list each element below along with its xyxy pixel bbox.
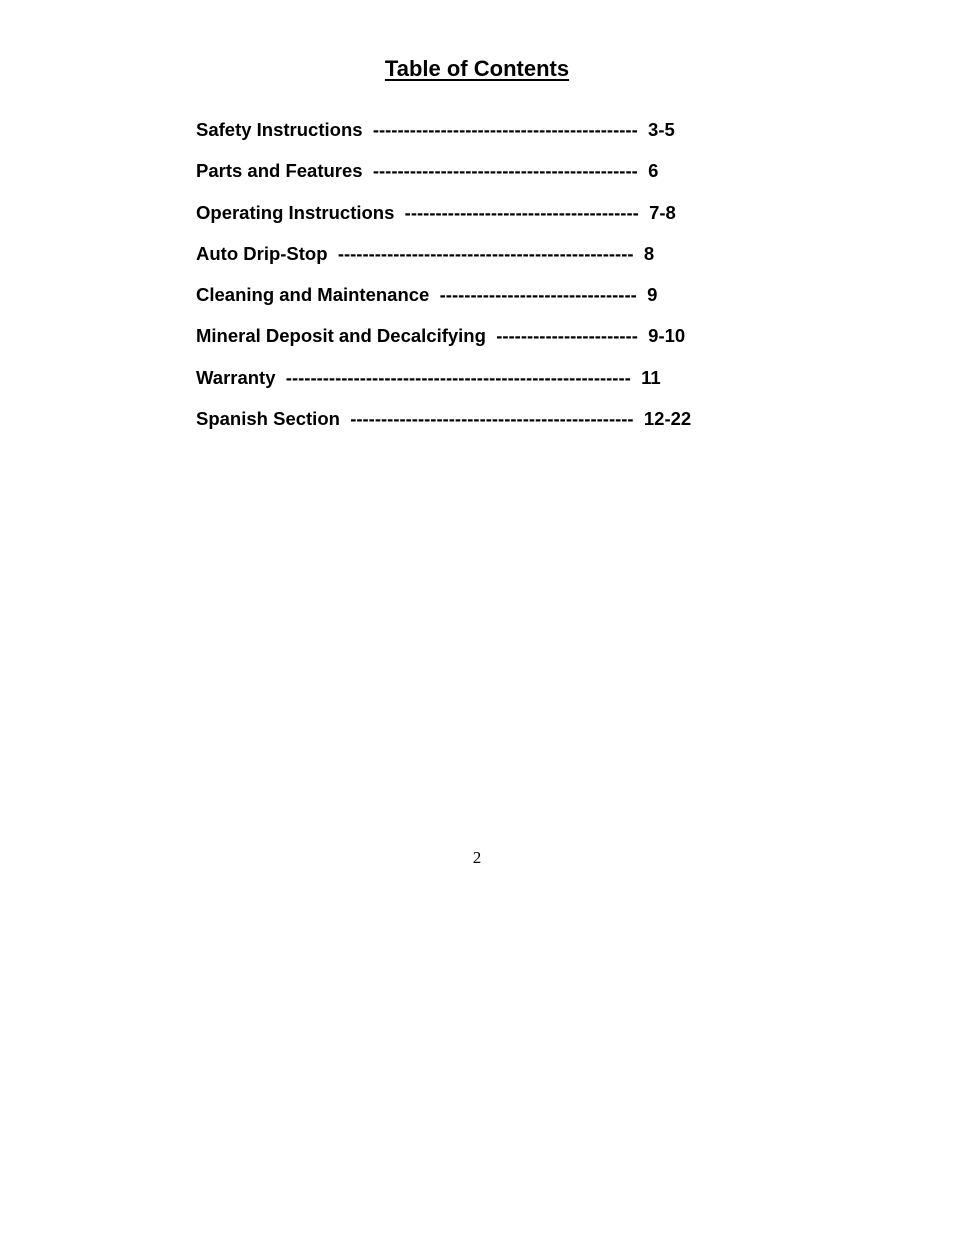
toc-page-ref: 8 <box>643 242 655 264</box>
toc-entry-label: Safety Instructions <box>196 119 363 140</box>
toc-leader: -------------------------------- <box>439 284 637 306</box>
page-title: Table of Contents <box>384 56 570 81</box>
toc-page-ref: 6 <box>648 160 659 182</box>
toc-entry-label: Operating Instructions <box>196 201 395 223</box>
toc-leader: -------------------------------------------------------- <box>285 366 631 388</box>
toc-entry-mineral-deposit <box>196 322 691 350</box>
toc-entry-operating-instructions <box>196 199 691 227</box>
table-of-contents <box>196 116 691 446</box>
toc-entry-spanish-section <box>196 405 691 433</box>
toc-leader: ------------------------------------------------ <box>337 242 634 264</box>
toc-entry-auto-drip-stop <box>196 240 691 268</box>
toc-entry-label: Warranty <box>196 366 276 388</box>
toc-page-ref: 11 <box>641 366 661 388</box>
toc-page-ref: 7-8 <box>649 201 676 223</box>
toc-entry-label: Cleaning and Maintenance <box>196 284 430 306</box>
toc-entry-parts-and-features <box>196 157 691 185</box>
toc-page-ref: 3-5 <box>648 119 675 140</box>
toc-leader: ------------------------------------------- <box>372 160 638 182</box>
toc-page-ref: 12-22 <box>643 408 692 430</box>
toc-entry-label: Spanish Section <box>196 408 340 430</box>
toc-entry-label: Auto Drip-Stop <box>196 242 328 264</box>
toc-page-ref: 9 <box>647 284 658 306</box>
toc-leader: -------------------------------------- <box>404 201 639 223</box>
toc-entry-label: Parts and Features <box>196 160 363 182</box>
toc-page-ref: 9-10 <box>648 325 686 347</box>
toc-entry-label: Mineral Deposit and Decalcifying <box>196 325 486 347</box>
toc-leader: ----------------------- <box>496 325 638 347</box>
toc-entry-cleaning-and-maintenance <box>196 281 691 309</box>
toc-entry-warranty <box>196 364 691 392</box>
toc-leader: ---------------------------------------------- <box>350 408 634 430</box>
toc-entry-safety-instructions <box>196 116 691 144</box>
toc-leader: ------------------------------------------- <box>372 119 638 140</box>
page-number: 2 <box>472 848 482 867</box>
